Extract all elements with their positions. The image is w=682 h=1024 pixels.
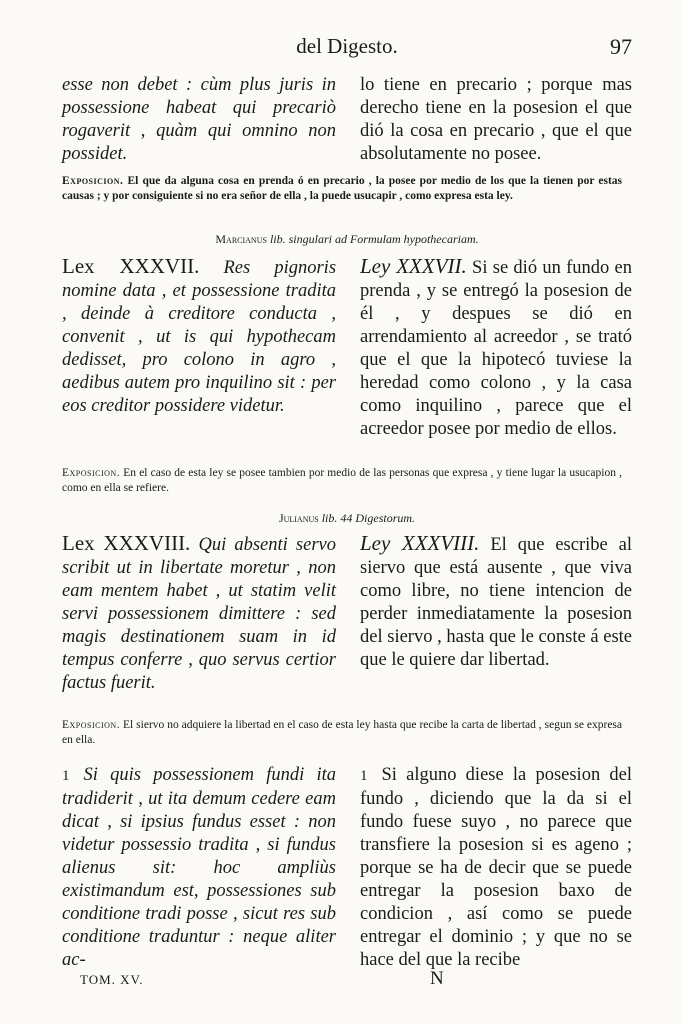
- page-header: [62, 34, 632, 62]
- block4-columns: [62, 764, 632, 972]
- page-footer: [80, 968, 580, 992]
- ley-heading: Ley XXXVIII.: [360, 531, 480, 555]
- block3-latin: [62, 532, 336, 695]
- source-author: Marcianus: [215, 232, 267, 246]
- section-latin-text: Si quis possessionem fundi ita tradiderit , ut ita demum cedere eam dicat , si ipsius fundus esset : non videtur possessio tradita , si fundus alienus sit: hoc ampliùs existimandum est, possessiones sub conditione tradi posse , sicut res sub conditione traduntur : neque aliter ac-: [62, 765, 336, 970]
- lex-heading: Lex XXXVII.: [62, 254, 200, 278]
- block1-exposicion: [62, 174, 622, 203]
- block2-latin: [62, 255, 336, 441]
- running-title: del Digesto.: [296, 34, 398, 58]
- signature-mark: N: [430, 968, 444, 989]
- source-work: lib. singulari ad Formulam hypothecariam.: [269, 232, 479, 246]
- exposicion-text: El siervo no adquiere la libertad en el caso de esta ley hasta que recibe la carta de libertad , segun se expresa en ella.: [62, 719, 623, 746]
- block3-source: [62, 511, 632, 526]
- block2-spanish: [360, 255, 632, 441]
- block3-spanish: [360, 532, 632, 695]
- ley-text: Si se dió un fundo en prenda , y se entregó la posesion de él , y despues se dió en arrendamiento al acreedor , se trató que el que la hipotecó tuviese la heredad como colono , y la casa como inquilino , parece que el acreedor posee por medio de ellos.: [360, 258, 632, 439]
- lex-text: Qui absenti servo scribit ut in libertate moretur , non eam mentem habet , ut statim velit servi possessionem dimittere : sed magis destinationem suam in id tempus conferre , quo servus certior factus fuerit.: [62, 535, 336, 693]
- exposicion-label: Exposicion.: [62, 719, 121, 731]
- section-number: 1: [360, 768, 368, 784]
- block3-exposicion: [62, 718, 622, 747]
- block1-latin-text: esse non debet : cùm plus juris in possessione habeat qui precariò rogaverit , quàm qui omnino non possidet.: [62, 75, 336, 164]
- ley-heading: Ley XXXVII.: [360, 254, 467, 278]
- block1-columns: [62, 74, 632, 166]
- block4-latin: [62, 764, 336, 972]
- page-number: 97: [610, 34, 632, 59]
- exposicion-text: En el caso de esta ley se posee tambien por medio de las personas que expresa , y tiene lugar la usucapion , como en ella se refiere.: [62, 467, 623, 494]
- exposicion-label: Exposicion.: [62, 467, 121, 479]
- source-author: Julianus: [278, 511, 319, 525]
- block2-exposicion: [62, 466, 622, 495]
- block3-columns: [62, 532, 632, 695]
- lex-text: Res pignoris nomine data , et possessione tradita , deinde à creditore conducta , convenit , ut is qui hypothecam dedisset, pro colono in agro , aedibus autem pro inquilino sit : per eos creditor possidere videtur.: [62, 258, 337, 416]
- ley-text: El que escribe al siervo que está ausente , que viva como libre, no tiene intencion de perder inmediatamente la posesion del siervo , hasta que le conste á este que le quiere dar libertad.: [360, 535, 632, 670]
- section-spanish-text: Si alguno diese la posesion del fundo , diciendo que la da si el fundo fuese suyo , no parece que transfiere la posesion si es ageno ; porque se ha de decir que se puede entregar la posesion baxo de condicion , así como se puede entregar el dominio ; y que no se hace del que la recibe: [360, 765, 632, 970]
- block2-source: [62, 232, 632, 247]
- section-number: 1: [62, 768, 70, 784]
- exposicion-label: Exposicion.: [62, 175, 124, 187]
- lex-heading: Lex XXXVIII.: [62, 531, 191, 555]
- block4-spanish: [360, 764, 632, 972]
- block1-spanish-text: lo tiene en precario ; porque mas derecho tiene en la posesion el que dió la cosa en precario , que el que absolutamente no posee.: [360, 75, 632, 164]
- source-work: lib. 44 Digestorum.: [321, 511, 416, 525]
- volume-label: TOM. XV.: [80, 972, 144, 987]
- block2-columns: [62, 255, 632, 441]
- exposicion-text: El que da alguna cosa en prenda ó en precario , la posee por medio de los que la tienen por estas causas ; y por consiguiente si no era señor de ella , la puede usucapir , como expresa esta ley.: [62, 175, 623, 202]
